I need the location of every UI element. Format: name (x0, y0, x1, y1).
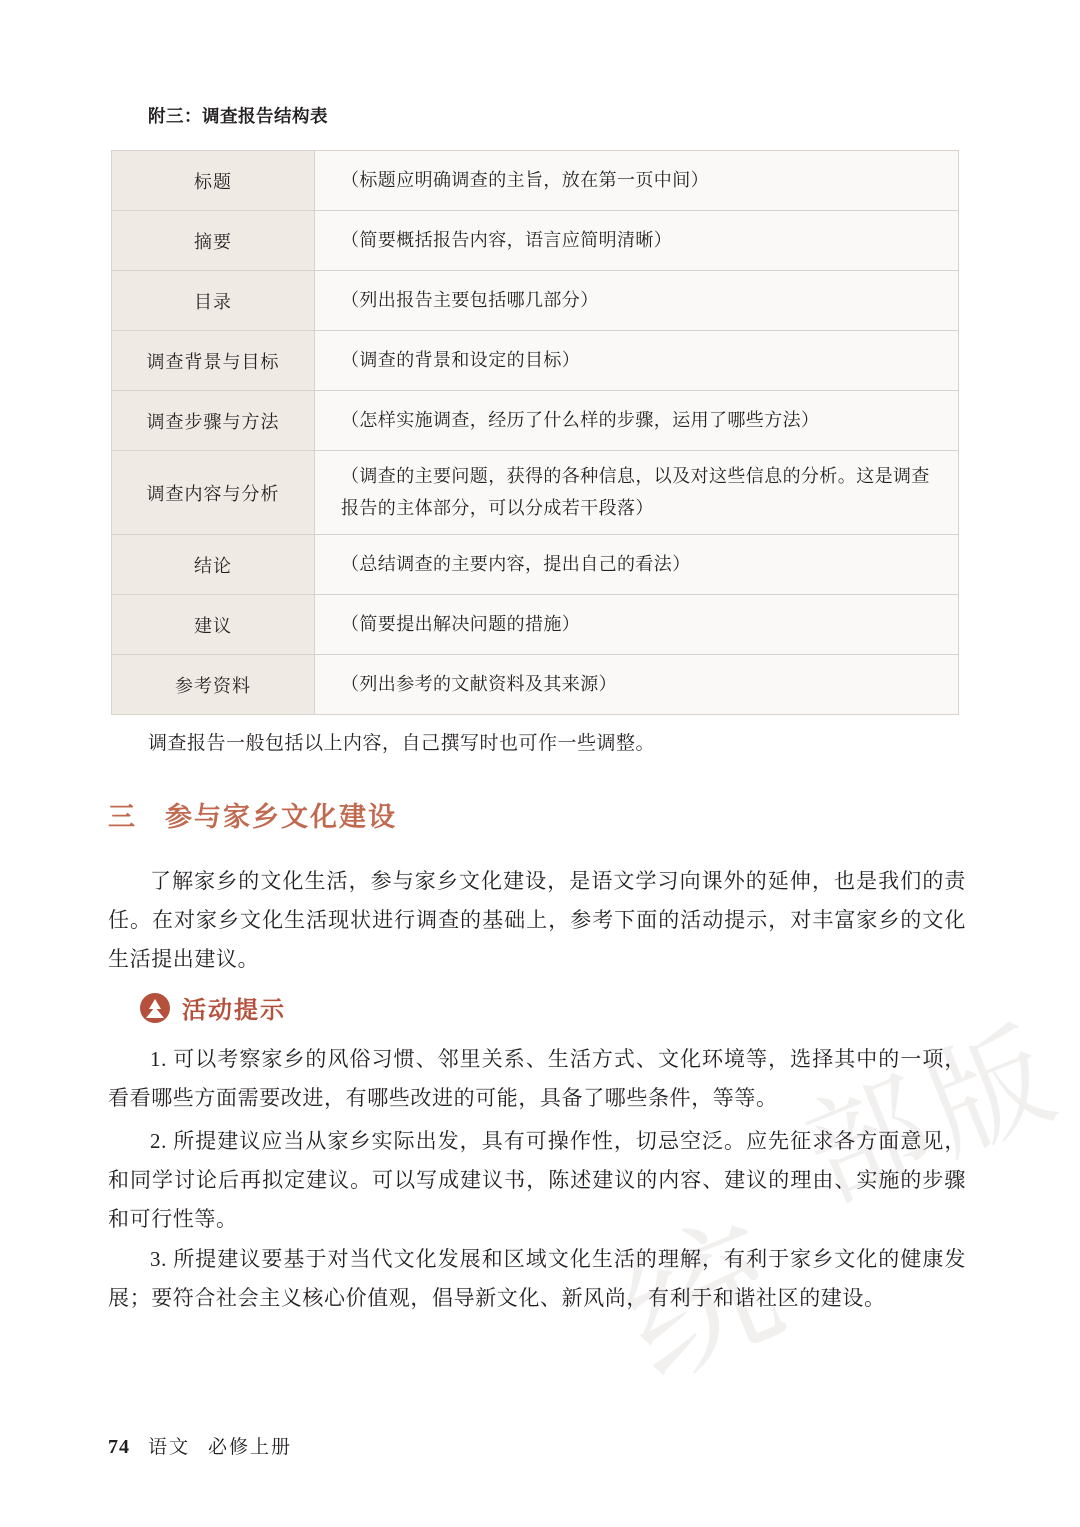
row-label: 标题 (112, 151, 315, 211)
table-row (112, 211, 959, 271)
row-label: 调查步骤与方法 (112, 391, 315, 451)
book-name: 语文 (148, 1437, 191, 1458)
row-description: （调查的主要问题，获得的各种信息，以及对这些信息的分析。这是调查报告的主体部分，可以分成若干段落） (315, 451, 959, 535)
mountain-icon (140, 993, 170, 1023)
row-description: （怎样实施调查，经历了什么样的步骤，运用了哪些方法） (315, 391, 959, 451)
table-row (112, 151, 959, 211)
row-label: 调查内容与分析 (112, 451, 315, 535)
row-description: （总结调查的主要内容，提出自己的看法） (315, 535, 959, 595)
activity-tips-heading (140, 990, 286, 1025)
row-description: （标题应明确调查的主旨，放在第一页中间） (315, 151, 959, 211)
row-description: （简要概括报告内容，语言应简明清晰） (315, 211, 959, 271)
row-label: 摘要 (112, 211, 315, 271)
page-number: 74 (108, 1436, 130, 1458)
table-caption: 附三：调查报告结构表 (148, 106, 328, 126)
section-heading (108, 795, 397, 834)
table-row (112, 595, 959, 655)
section-title: 参与家乡文化建设 (165, 802, 397, 832)
watermark-text: 统 (600, 1194, 811, 1409)
table-row (112, 271, 959, 331)
row-label: 建议 (112, 595, 315, 655)
row-label: 结论 (112, 535, 315, 595)
book-volume: 必修上册 (208, 1437, 293, 1458)
row-description: （简要提出解决问题的措施） (315, 595, 959, 655)
row-description: （列出报告主要包括哪几部分） (315, 271, 959, 331)
row-label: 参考资料 (112, 655, 315, 715)
page-footer (108, 1432, 292, 1459)
tip-item-3: 3. 所提建议要基于对当代文化发展和区域文化生活的理解，有利于家乡文化的健康发展；要符合社会主义核心价值观，倡导新文化、新风尚，有利于和谐社区的建设。 (108, 1247, 966, 1310)
table-row (112, 655, 959, 715)
row-description: （列出参考的文献资料及其来源） (315, 655, 959, 715)
table-row (112, 331, 959, 391)
tip-item-1: 1. 可以考察家乡的风俗习惯、邻里关系、生活方式、文化环境等，选择其中的一项，看看哪些方面需要改进，有哪些改进的可能，具备了哪些条件，等等。 (108, 1047, 966, 1110)
activity-tips-title: 活动提示 (182, 998, 286, 1024)
row-label: 调查背景与目标 (112, 331, 315, 391)
watermark-text-secondary: 部版 (788, 1005, 1080, 1227)
section-number: 三 (108, 802, 137, 832)
row-description: （调查的背景和设定的目标） (315, 331, 959, 391)
tip-item-2: 2. 所提建议应当从家乡实际出发，具有可操作性，切忌空泛。应先征求各方面意见，和同学讨论后再拟定建议。可以写成建议书，陈述建议的内容、建议的理由、实施的步骤和可行性等。 (108, 1129, 966, 1231)
intro-paragraph: 了解家乡的文化生活，参与家乡文化建设，是语文学习向课外的延伸，也是我们的责任。在对家乡文化生活现状进行调查的基础上，参考下面的活动提示，对丰富家乡的文化生活提出建议。 (108, 869, 966, 971)
table-row (112, 451, 959, 535)
table-note: 调查报告一般包括以上内容，自己撰写时也可作一些调整。 (148, 733, 656, 754)
report-structure-table (111, 150, 959, 715)
row-label: 目录 (112, 271, 315, 331)
table-row (112, 535, 959, 595)
table-row (112, 391, 959, 451)
